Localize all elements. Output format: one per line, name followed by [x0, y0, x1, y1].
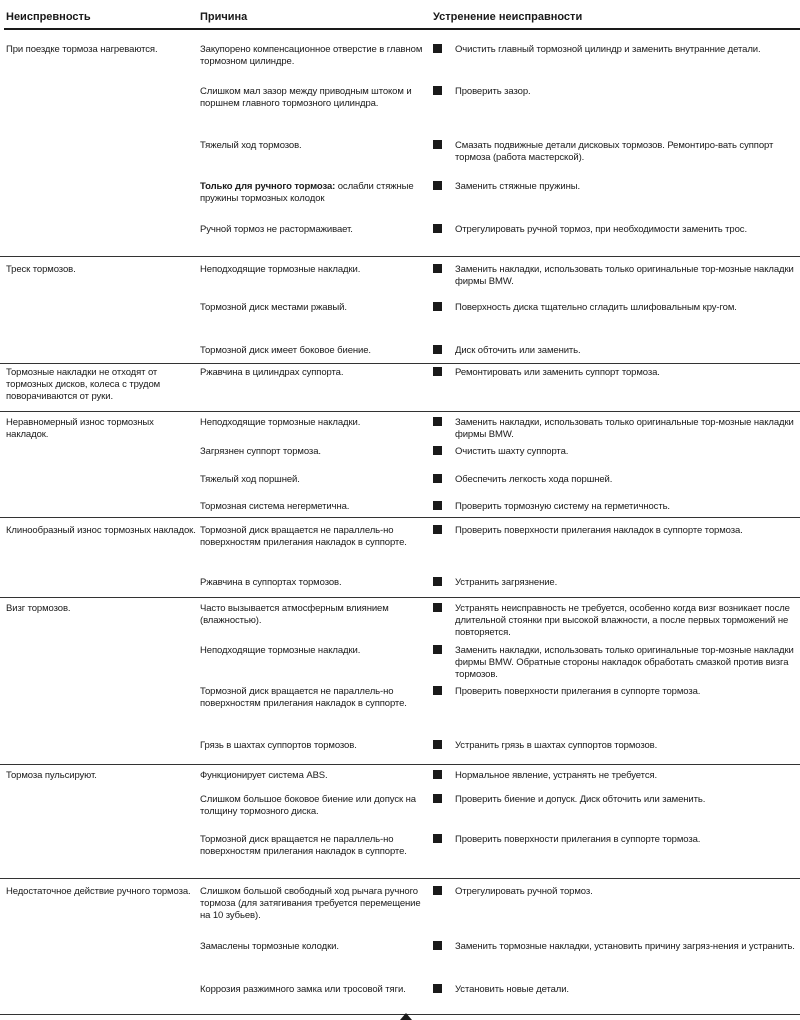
remedy-text: Смазать подвижные детали дисковых тормозов. Ремонтиро-вать суппорт тормоза (работа мастерской). — [455, 140, 774, 163]
bullet-icon — [433, 417, 442, 426]
cause-text: Тормозной диск вращается не параллель-но поверхностям прилегания накладок в суппорте. — [200, 686, 407, 709]
cause-text: Тормозной диск местами ржавый. — [200, 302, 347, 313]
cause-text: Закупорено компенсационное отверстие в главном тормозном цилиндре. — [200, 44, 423, 67]
bullet-icon — [433, 794, 442, 803]
bullet-icon — [433, 525, 442, 534]
header-cause: Причина — [200, 11, 248, 23]
remedy-text: Устранять неисправность не требуется, особенно когда визг возникает после длительной стоянки при высокой влажности, а после первых торможений не повторяется. — [455, 603, 790, 638]
bullet-icon — [433, 44, 442, 53]
fault-text: Визг тормозов. — [6, 603, 71, 614]
fault-group — [0, 411, 800, 518]
bullet-icon — [433, 86, 442, 95]
bullet-icon — [433, 501, 442, 510]
fault-text: Тормозные накладки не отходят от тормозных дисков, колеса с трудом поворачиваются от руки. — [6, 367, 161, 402]
bullet-icon — [433, 603, 442, 612]
bullet-icon — [433, 302, 442, 311]
cause-text: Загрязнен суппорт тормоза. — [200, 446, 321, 457]
cause-text: Замаслены тормозные колодки. — [200, 941, 339, 952]
bullet-icon — [433, 367, 442, 376]
remedy-text: Проверить поверхности прилегания в суппорте тормоза. — [455, 686, 701, 697]
cause-text: Коррозия разжимного замка или тросовой тяги. — [200, 984, 406, 995]
bullet-icon — [433, 886, 442, 895]
remedy-text: Заменить накладки, использовать только оригинальные тор-мозные накладки фирмы BMW. Обратные стороны накладок обработать смазкой против визга тормозов. — [455, 645, 794, 680]
fault-group — [0, 878, 800, 1015]
cause-rest: ослабли стяжные пружины тормозных колодок — [200, 181, 414, 204]
remedy-text: Обеспечить легкость хода поршней. — [455, 474, 613, 485]
cause-text: Неподходящие тормозные накладки. — [200, 645, 361, 656]
cause-text: Ржавчина в суппортах тормозов. — [200, 577, 342, 588]
cause-text: Часто вызывается атмосферным влиянием (влажностью). — [200, 603, 389, 626]
cause-text: Грязь в шахтах суппортов тормозов. — [200, 740, 357, 751]
header-remedy: Устренение неисправности — [433, 11, 583, 23]
cause-text: Неподходящие тормозные накладки. — [200, 417, 361, 428]
cause-text: Ржавчина в цилиндрах суппорта. — [200, 367, 344, 378]
fault-group — [0, 30, 800, 257]
cause-text: Функционирует система ABS. — [200, 770, 328, 781]
fault-text: Недостаточное действие ручного тормоза. — [6, 886, 191, 897]
bullet-icon — [433, 181, 442, 190]
cause-text: Тяжелый ход тормозов. — [200, 140, 302, 151]
remedy-text: Нормальное явление, устранять не требуется. — [455, 770, 658, 781]
cause-text: Тормозная система негерметична. — [200, 501, 350, 512]
remedy-text: Проверить биение и допуск. Диск обточить или заменить. — [455, 794, 706, 805]
bullet-icon — [433, 686, 442, 695]
remedy-text: Проверить тормозную систему на герметичность. — [455, 501, 670, 512]
fault-text: При поездке тормоза нагреваются. — [6, 44, 158, 55]
cause-text: Тормозной диск вращается не параллель-но поверхностям прилегания накладок в суппорте. — [200, 834, 407, 857]
cause-text: Неподходящие тормозные накладки. — [200, 264, 361, 275]
bullet-icon — [433, 770, 442, 779]
fault-text: Треск тормозов. — [6, 264, 76, 275]
remedy-text: Поверхность диска тщательно сгладить шлифовальным кру-гом. — [455, 302, 737, 313]
cause-text — [200, 181, 428, 205]
fault-text: Неравномерный износ тормозных накладок. — [6, 417, 154, 440]
remedy-text: Проверить поверхности прилегания в суппорте тормоза. — [455, 834, 701, 845]
remedy-text: Очистить главный тормозной цилиндр и заменить внутранние детали. — [455, 44, 761, 55]
table-header — [4, 6, 800, 30]
bullet-icon — [433, 577, 442, 586]
triangle-marker-icon — [400, 1013, 412, 1020]
bullet-icon — [433, 474, 442, 483]
remedy-text: Очистить шахту суппорта. — [455, 446, 569, 457]
remedy-text: Установить новые детали. — [455, 984, 569, 995]
remedy-text: Проверить поверхности прилегания накладок в суппорте тормоза. — [455, 525, 743, 536]
remedy-text: Отрегулировать ручной тормоз. — [455, 886, 593, 897]
cause-text: Слишком мал зазор между приводным штоком и поршнем главного тормозного цилиндра. — [200, 86, 412, 109]
bullet-icon — [433, 984, 442, 993]
remedy-text: Устранить грязь в шахтах суппортов тормозов. — [455, 740, 658, 751]
fault-group — [0, 764, 800, 879]
bullet-icon — [433, 941, 442, 950]
bullet-icon — [433, 345, 442, 354]
bullet-icon — [433, 740, 442, 749]
fault-text: Клинообразный износ тормозных накладок. — [6, 525, 196, 536]
remedy-text: Проверить зазор. — [455, 86, 531, 97]
remedy-text: Отрегулировать ручной тормоз, при необходимости заменить трос. — [455, 224, 747, 235]
bullet-icon — [433, 224, 442, 233]
remedy-text: Заменить накладки, использовать только оригинальные тор-мозные накладки фирмы BMW. — [455, 264, 794, 287]
bullet-icon — [433, 140, 442, 149]
remedy-text: Диск обточить или заменить. — [455, 345, 581, 356]
fault-text: Тормоза пульсируют. — [6, 770, 97, 781]
cause-text: Тяжелый ход поршней. — [200, 474, 300, 485]
fault-group — [0, 256, 800, 364]
fault-group — [0, 597, 800, 765]
cause-text: Ручной тормоз не растормаживает. — [200, 224, 353, 235]
fault-group — [0, 517, 800, 598]
cause-text: Тормозной диск имеет боковое биение. — [200, 345, 371, 356]
bullet-icon — [433, 264, 442, 273]
remedy-text: Заменить накладки, использовать только оригинальные тор-мозные накладки фирмы BMW. — [455, 417, 794, 440]
cause-text: Слишком большое боковое биение или допуск на толщину тормозного диска. — [200, 794, 416, 817]
remedy-text: Заменить тормозные накладки, установить причину загряз-нения и устранить. — [455, 941, 795, 952]
fault-group — [0, 363, 800, 412]
bullet-icon — [433, 446, 442, 455]
cause-text: Слишком большой свободный ход рычага ручного тормоза (для затягивания требуется перемещение на 10 зубьев). — [200, 886, 421, 921]
bullet-icon — [433, 645, 442, 654]
remedy-text: Заменить стяжные пружины. — [455, 181, 580, 192]
cause-text: Тормозной диск вращается не параллель-но поверхностям прилегания накладок в суппорте. — [200, 525, 407, 548]
remedy-text: Устранить загрязнение. — [455, 577, 558, 588]
remedy-text: Ремонтировать или заменить суппорт тормоза. — [455, 367, 660, 378]
cause-bold: Только для ручного тормоза: — [200, 181, 336, 192]
bullet-icon — [433, 834, 442, 843]
header-fault: Неиспревность — [6, 11, 91, 23]
